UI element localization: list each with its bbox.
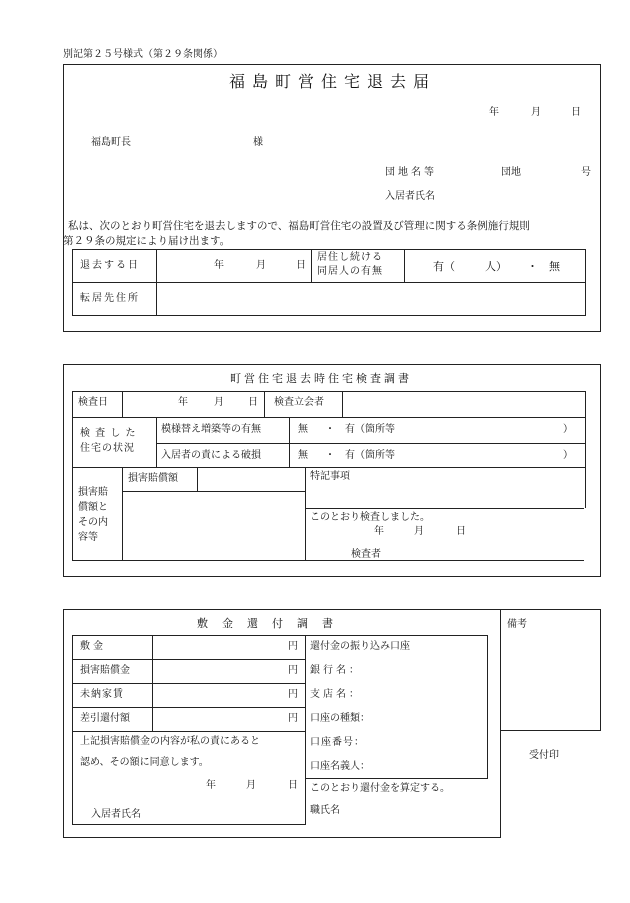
account-holder-label: 口座名義人： bbox=[310, 761, 370, 772]
move-out-month: 月 bbox=[256, 260, 266, 271]
agree-month: 月 bbox=[246, 780, 256, 791]
inspection-day: 日 bbox=[248, 397, 258, 408]
honorific-sama: 様 bbox=[253, 137, 263, 148]
inspected-day: 日 bbox=[456, 526, 466, 537]
net-refund-label: 差引還付額 bbox=[80, 713, 130, 724]
cohabitant-label-1: 居住し続ける bbox=[317, 252, 383, 263]
compensation-label-3: その内 bbox=[78, 517, 108, 528]
refund-resident-label: 入居者氏名 bbox=[91, 809, 141, 820]
branch-name-label: 支店名： bbox=[310, 689, 362, 700]
notice-body-line-2: 第２９条の規定により届け出ます。 bbox=[63, 235, 231, 247]
bank-name-label: 銀行名： bbox=[310, 665, 362, 676]
damage-label: 入居者の責による破損 bbox=[161, 450, 261, 461]
inspected-month: 月 bbox=[414, 526, 424, 537]
refund-account-label: 還付金の振り込み口座 bbox=[310, 641, 410, 652]
remarks-label: 備考 bbox=[507, 619, 527, 630]
house-state-label-1: 検 査 し た bbox=[80, 428, 137, 439]
damage-comp-yen: 円 bbox=[288, 665, 298, 676]
account-number-label: 口座番号： bbox=[310, 737, 365, 748]
inspector-label: 検査者 bbox=[351, 549, 381, 560]
house-state-label-2: 住宅の状況 bbox=[80, 443, 135, 454]
account-type-label: 口座の種類： bbox=[310, 713, 370, 724]
damage-comp-label: 損害賠償金 bbox=[80, 665, 130, 676]
remodel-yes: 有（箇所等 bbox=[345, 424, 395, 435]
damage-dot: ・ bbox=[325, 450, 335, 461]
deposit-left-table bbox=[72, 635, 306, 825]
notice-body-line-1: 私は、次のとおり町営住宅を退去しますので、福島町営住宅の設置及び管理に関する条例施行規則 bbox=[68, 220, 530, 232]
mayor-label: 福島町長 bbox=[91, 137, 131, 148]
inspected-statement: このとおり検査しました。 bbox=[310, 512, 430, 523]
net-refund-yen: 円 bbox=[288, 713, 298, 724]
witness-label: 検査立会者 bbox=[274, 397, 324, 408]
refund-calc-note: このとおり還付金を算定する。 bbox=[310, 783, 450, 794]
cohabitant-none: 無 bbox=[549, 260, 560, 273]
cohabitant-persons: 人） bbox=[485, 260, 507, 273]
remodel-dot: ・ bbox=[325, 424, 335, 435]
cohabitant-label-2: 同居人の有無 bbox=[317, 266, 383, 277]
remodel-close: ） bbox=[563, 424, 573, 435]
move-out-date-label: 退去する日 bbox=[80, 260, 140, 271]
agree-day: 日 bbox=[288, 780, 298, 791]
staff-name-label: 職氏名 bbox=[310, 805, 340, 816]
unpaid-rent-label: 未納家賃 bbox=[80, 689, 124, 700]
cohabitant-yes: 有（ bbox=[433, 260, 455, 273]
inspection-report-title: 町営住宅退去時住宅検査調書 bbox=[230, 372, 412, 385]
deposit-refund-title: 敷金還付調書 bbox=[197, 617, 347, 630]
new-address-label: 転居先住所 bbox=[80, 293, 140, 304]
special-notes-label: 特記事項 bbox=[310, 471, 350, 482]
deposit-label: 敷金 bbox=[80, 641, 106, 652]
refund-account-box bbox=[305, 635, 488, 779]
cohabitant-separator: ・ bbox=[527, 260, 538, 273]
compensation-label-4: 容等 bbox=[78, 532, 98, 543]
notice-day-label: 日 bbox=[571, 107, 581, 118]
damage-close: ） bbox=[563, 450, 573, 461]
inspected-year: 年 bbox=[374, 526, 384, 537]
move-out-year: 年 bbox=[214, 260, 224, 271]
compensation-label-1: 損害賠 bbox=[78, 487, 108, 498]
resident-name-label: 入居者氏名 bbox=[385, 191, 435, 202]
agree-year: 年 bbox=[206, 780, 216, 791]
header-note: 別記第２５号様式（第２９条関係） bbox=[63, 49, 223, 60]
inspection-date-label: 検査日 bbox=[78, 397, 108, 408]
compensation-label-2: 償額と bbox=[78, 502, 108, 513]
agree-statement-1: 上記損害賠償金の内容が私の責にあると bbox=[80, 736, 260, 747]
agree-statement-2: 認め、その額に同意します。 bbox=[80, 757, 209, 768]
compensation-amount-label: 損害賠償額 bbox=[128, 473, 178, 484]
remodel-label: 模様替え増築等の有無 bbox=[161, 424, 261, 435]
danchi-suffix: 団地 bbox=[501, 167, 521, 178]
remodel-none: 無 bbox=[298, 424, 308, 435]
move-out-day: 日 bbox=[296, 260, 306, 271]
unit-number-suffix: 号 bbox=[581, 167, 591, 178]
danchi-name-label: 団地名等 bbox=[385, 167, 437, 178]
reception-stamp-label: 受付印 bbox=[529, 750, 559, 761]
damage-none: 無 bbox=[298, 450, 308, 461]
inspection-month: 月 bbox=[214, 397, 224, 408]
inspection-year: 年 bbox=[178, 397, 188, 408]
notice-year-label: 年 bbox=[489, 107, 499, 118]
deposit-yen: 円 bbox=[288, 641, 298, 652]
move-out-notice-title: 福島町営住宅退去届 bbox=[229, 72, 437, 91]
damage-yes: 有（箇所等 bbox=[345, 450, 395, 461]
unpaid-rent-yen: 円 bbox=[288, 689, 298, 700]
notice-month-label: 月 bbox=[531, 107, 541, 118]
